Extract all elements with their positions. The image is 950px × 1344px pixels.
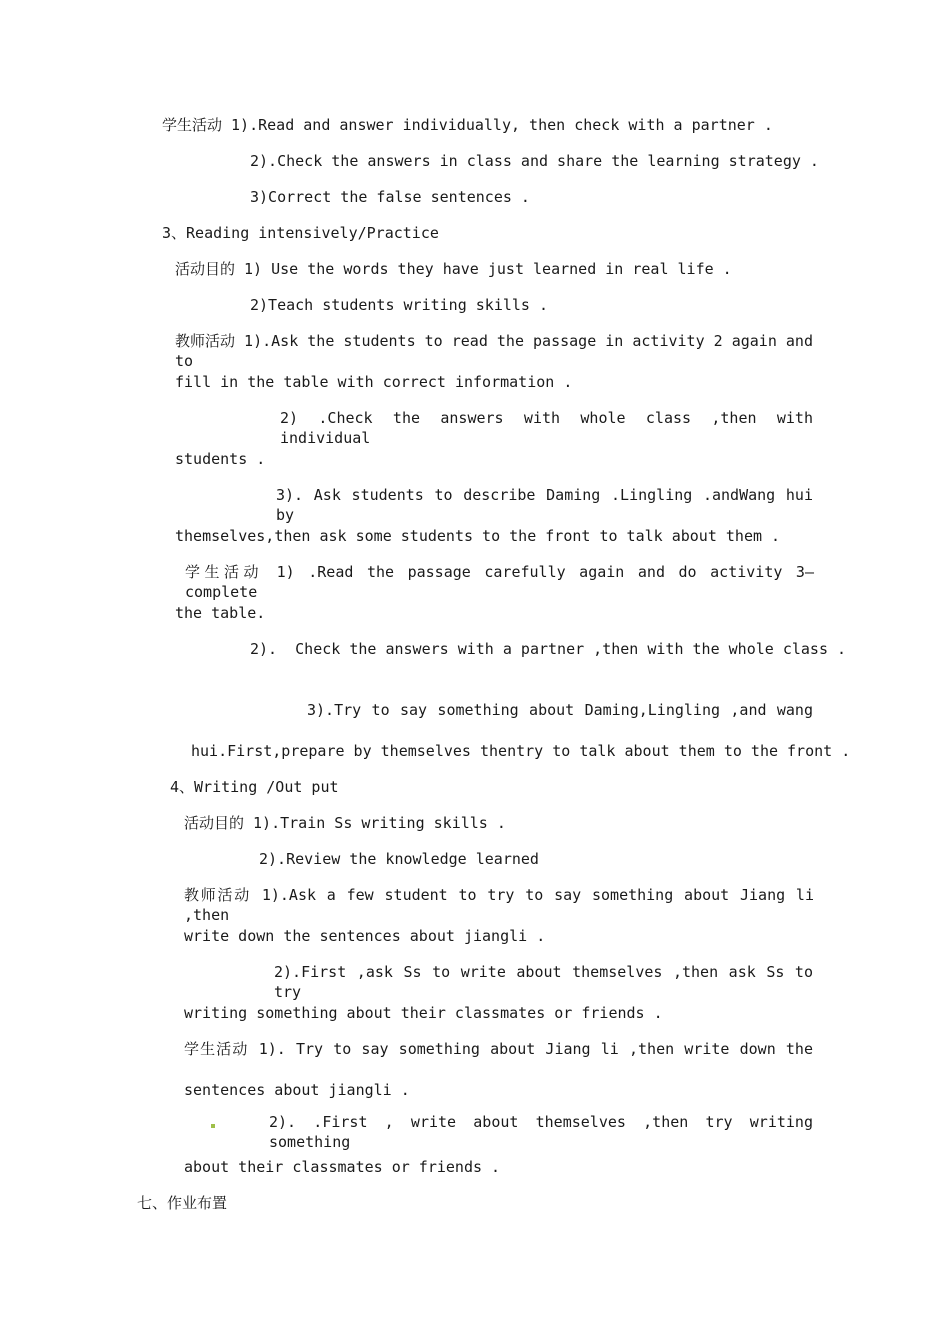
teacher-activity-c-2: 2).First ,ask Ss to write about themselves ,then ask Ss to try [274, 963, 813, 1001]
student-activity-b-2: 2). Check the answers with a partner ,then with the whole class . [250, 640, 847, 658]
goal-c-1: 活动目的 1).Train Ss writing skills . [184, 814, 506, 832]
goal-1: 活动目的 1) Use the words they have just learned in real life . [175, 260, 732, 278]
teacher-activity-2: 2) .Check the answers with whole class ,then with individual [280, 409, 813, 447]
student-activity-3: 3)Correct the false sentences . [250, 188, 530, 206]
teacher-activity-1: 教师活动 1).Ask the students to read the passage in activity 2 again and to [175, 332, 813, 370]
section-7-heading: 七、作业布置 [137, 1194, 228, 1212]
teacher-activity-1-cont: fill in the table with correct information . [175, 373, 573, 391]
goal-c-2: 2).Review the knowledge learned [259, 850, 539, 868]
teacher-activity-2-cont: students . [175, 450, 266, 468]
teacher-activity-c-1: 教师活动 1).Ask a few student to try to say something about Jiang li ,then [184, 886, 814, 924]
student-activity-b-3-cont: hui.First,prepare by themselves thentry to talk about them to the front . [191, 742, 851, 760]
section-3-heading: 3、Reading intensively/Practice [162, 224, 439, 242]
student-activity-b-3: 3).Try to say something about Daming,Lingling ,and wang [307, 701, 813, 719]
student-activity-1: 学生活动 1).Read and answer individually, then check with a partner . [162, 116, 773, 134]
student-activity-c-1: 学生活动 1). Try to say something about Jiang li ,then write down the [184, 1040, 813, 1058]
bullet-mark [211, 1124, 215, 1128]
teacher-activity-3-cont: themselves,then ask some students to the front to talk about them . [175, 527, 781, 545]
student-activity-c-1-cont: sentences about jiangli . [184, 1081, 410, 1099]
student-activity-b-1-cont: the table. [175, 604, 266, 622]
student-activity-b-1: 学生活动 1) .Read the passage carefully again and do activity 3—complete [185, 563, 814, 601]
section-4-heading: 4、Writing /Out put [170, 778, 339, 796]
teacher-activity-c-2-cont: writing something about their classmates or friends . [184, 1004, 663, 1022]
student-activity-c-2: 2). .First , write about themselves ,then try writing something [269, 1113, 813, 1151]
student-activity-c-2-cont: about their classmates or friends . [184, 1158, 501, 1176]
teacher-activity-c-1-cont: write down the sentences about jiangli . [184, 927, 546, 945]
goal-2: 2)Teach students writing skills . [250, 296, 549, 314]
teacher-activity-3: 3). Ask students to describe Daming .Lingling .andWang hui by [276, 486, 813, 524]
student-activity-2: 2).Check the answers in class and share the learning strategy . [250, 152, 819, 170]
